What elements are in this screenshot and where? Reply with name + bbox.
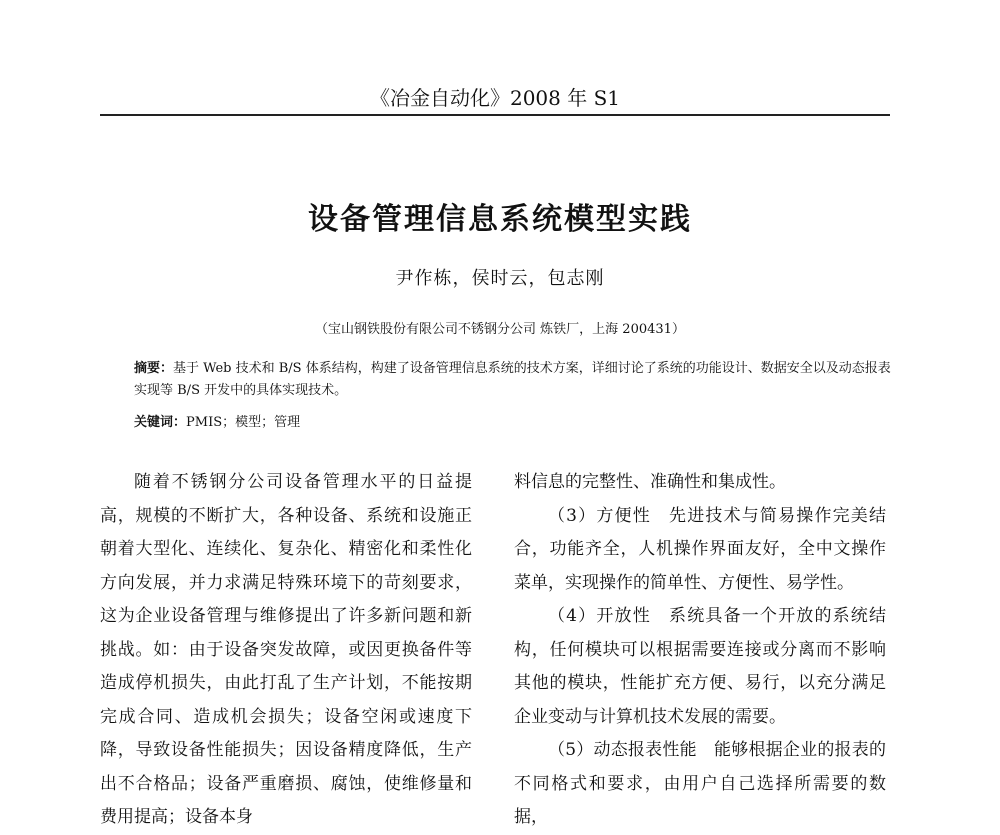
body-paragraph-dynamic-report: （5）动态报表性能 能够根据企业的报表的不同格式和要求，由用户自己选择所需要的数据，: [514, 740, 886, 827]
body-paragraph-convenience: （3）方便性 先进技术与简易操作完美结合，功能齐全，人机操作界面友好，全中文操作菜单，实现操作的简单性、方便性、易学性。: [514, 505, 886, 593]
abstract: [134, 358, 894, 402]
keywords-label: 关键词：: [134, 415, 187, 430]
article-authors: 尹作栋，侯时云，包志刚: [395, 268, 605, 289]
body-paragraph: 随着不锈钢分公司设备管理水平的日益提高，规模的不断扩大，各种设备、系统和设施正朝着大型化、连续化、复杂化、精密化和柔性化方向发展，并力求满足特殊环境下的苛刻要求，这为企业设备管理与维修提出了许多新问题和新挑战。如：由于设备突发故障，或因更换备件等造成停机损失，由此打乱了生产计划，不能按期完成合同、造成机会损失；设备空闲或速度下降，导致设备性能损失；因设备精度降低，生产出不合格品；设备严重磨损、腐蚀，使维修量和费用提高；设备本身: [100, 472, 472, 827]
body-paragraph: 料信息的完整性、准确性和集成性。: [514, 472, 786, 492]
journal-header: 《冶金自动化》2008 年 S1: [369, 86, 621, 110]
article-title: 设备管理信息系统模型实践: [308, 202, 692, 237]
abstract-text: 基于 Web 技术和 B/S 体系结构，构建了设备管理信息系统的技术方案，详细讨论了系统的功能设计、数据安全以及动态报表实现等 B/S 开发中的具体实现技术。: [134, 361, 891, 398]
body-paragraph-openness: （4）开放性 系统具备一个开放的系统结构，任何模块可以根据需要连接或分离而不影响其他的模块，性能扩充方便、易行，以充分满足企业变动与计算机技术发展的需要。: [514, 606, 886, 727]
keywords-text: PMIS；模型；管理: [186, 415, 301, 430]
body-column-right: [514, 466, 886, 835]
body-column-left: [100, 466, 472, 835]
article-affiliation: （宝山钢铁股份有限公司不锈钢分公司 炼铁厂，上海 200431）: [315, 322, 685, 337]
abstract-label: 摘要：: [134, 361, 174, 376]
keywords: [134, 412, 894, 434]
header-rule: [100, 114, 890, 116]
